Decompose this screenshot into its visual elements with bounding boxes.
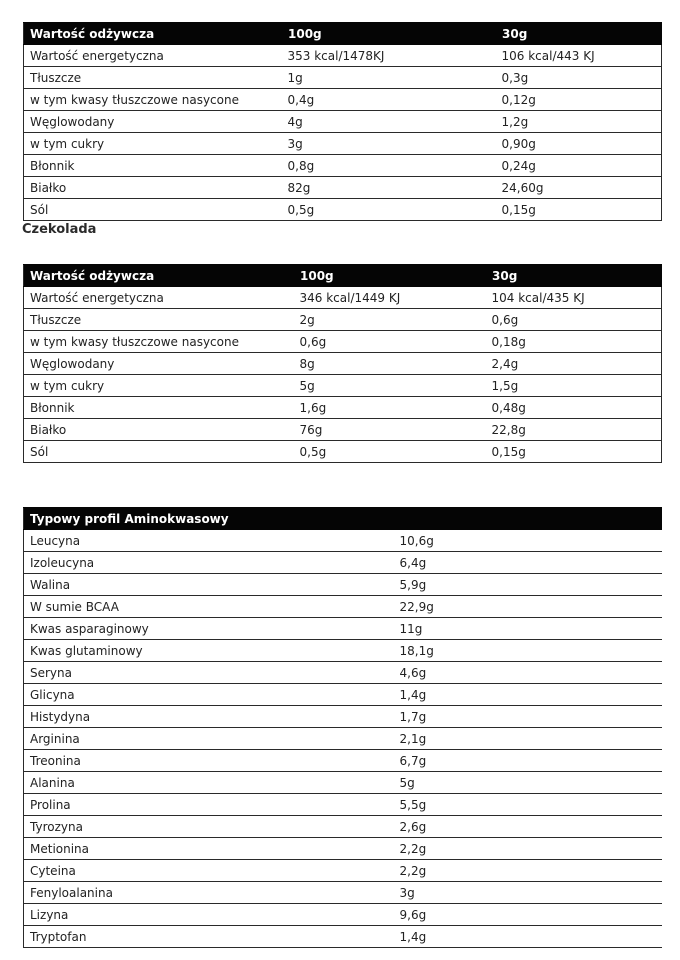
table-row xyxy=(24,155,662,177)
row-value: 3g xyxy=(394,882,662,904)
row-label: Izoleucyna xyxy=(24,552,394,574)
row-value: 6,7g xyxy=(394,750,662,772)
row-label: Węglowodany xyxy=(24,111,282,133)
row-value: 0,3g xyxy=(496,67,662,89)
table-row xyxy=(24,706,662,728)
row-label: Fenyloalanina xyxy=(24,882,394,904)
row-value: 0,12g xyxy=(496,89,662,111)
row-value: 2g xyxy=(294,309,486,331)
row-value: 0,8g xyxy=(282,155,496,177)
table-row xyxy=(24,596,662,618)
row-value: 0,6g xyxy=(486,309,662,331)
row-value: 353 kcal/1478KJ xyxy=(282,45,496,67)
table-row xyxy=(24,926,662,948)
table-row xyxy=(24,199,662,221)
row-value: 6,4g xyxy=(394,552,662,574)
row-label: Sól xyxy=(24,441,294,463)
row-label: Prolina xyxy=(24,794,394,816)
row-value: 11g xyxy=(394,618,662,640)
row-value: 4g xyxy=(282,111,496,133)
table-header-row xyxy=(24,265,662,287)
row-value: 0,18g xyxy=(486,331,662,353)
header-cell: 30g xyxy=(496,23,662,45)
row-value: 0,15g xyxy=(486,441,662,463)
table-row xyxy=(24,772,662,794)
table-row xyxy=(24,45,662,67)
table-row xyxy=(24,397,662,419)
row-label: Wartość energetyczna xyxy=(24,287,294,309)
row-value: 0,6g xyxy=(294,331,486,353)
row-label: Seryna xyxy=(24,662,394,684)
row-label: Metionina xyxy=(24,838,394,860)
row-label: w tym kwasy tłuszczowe nasycone xyxy=(24,331,294,353)
row-value: 0,4g xyxy=(282,89,496,111)
row-label: Węglowodany xyxy=(24,353,294,375)
row-value: 4,6g xyxy=(394,662,662,684)
header-cell: 30g xyxy=(486,265,662,287)
row-label: w tym cukry xyxy=(24,133,282,155)
row-value: 0,5g xyxy=(282,199,496,221)
header-cell: 100g xyxy=(294,265,486,287)
table-row xyxy=(24,89,662,111)
row-value: 1,4g xyxy=(394,684,662,706)
table-row xyxy=(24,750,662,772)
row-value: 3g xyxy=(282,133,496,155)
row-value: 1g xyxy=(282,67,496,89)
table-row xyxy=(24,309,662,331)
row-value: 10,6g xyxy=(394,530,662,552)
header-cell: Typowy profil Aminokwasowy xyxy=(24,508,662,530)
table-row xyxy=(24,640,662,662)
row-label: W sumie BCAA xyxy=(24,596,394,618)
amino-acid-table xyxy=(23,507,662,948)
row-label: Kwas asparaginowy xyxy=(24,618,394,640)
table-row xyxy=(24,882,662,904)
row-value: 1,6g xyxy=(294,397,486,419)
header-cell: Wartość odżywcza xyxy=(24,265,294,287)
row-value: 0,5g xyxy=(294,441,486,463)
row-label: w tym cukry xyxy=(24,375,294,397)
row-value: 2,1g xyxy=(394,728,662,750)
row-label: Wartość energetyczna xyxy=(24,45,282,67)
table-header-row xyxy=(24,23,662,45)
row-value: 82g xyxy=(282,177,496,199)
row-value: 346 kcal/1449 KJ xyxy=(294,287,486,309)
row-value: 0,24g xyxy=(496,155,662,177)
table-row xyxy=(24,728,662,750)
row-value: 106 kcal/443 KJ xyxy=(496,45,662,67)
row-value: 0,90g xyxy=(496,133,662,155)
table-row xyxy=(24,860,662,882)
row-value: 104 kcal/435 KJ xyxy=(486,287,662,309)
table-row xyxy=(24,177,662,199)
row-value: 22,8g xyxy=(486,419,662,441)
row-label: Arginina xyxy=(24,728,394,750)
table-row xyxy=(24,331,662,353)
table-row xyxy=(24,133,662,155)
row-value: 0,15g xyxy=(496,199,662,221)
row-label: Glicyna xyxy=(24,684,394,706)
table-row xyxy=(24,574,662,596)
row-label: Alanina xyxy=(24,772,394,794)
table-header-row xyxy=(24,508,662,530)
row-label: Tyrozyna xyxy=(24,816,394,838)
table-row xyxy=(24,838,662,860)
row-value: 22,9g xyxy=(394,596,662,618)
row-value: 9,6g xyxy=(394,904,662,926)
row-label: Tłuszcze xyxy=(24,67,282,89)
row-label: Kwas glutaminowy xyxy=(24,640,394,662)
table-row xyxy=(24,67,662,89)
header-cell: Wartość odżywcza xyxy=(24,23,282,45)
row-value: 1,4g xyxy=(394,926,662,948)
table-row xyxy=(24,618,662,640)
table-row xyxy=(24,419,662,441)
table-row xyxy=(24,904,662,926)
row-value: 1,7g xyxy=(394,706,662,728)
row-value: 2,2g xyxy=(394,838,662,860)
row-label: Sól xyxy=(24,199,282,221)
table-row xyxy=(24,684,662,706)
section-title-chocolate: Czekolada xyxy=(22,222,97,237)
table-row xyxy=(24,816,662,838)
table-row xyxy=(24,353,662,375)
row-label: Treonina xyxy=(24,750,394,772)
row-value: 2,2g xyxy=(394,860,662,882)
row-label: Walina xyxy=(24,574,394,596)
row-value: 5g xyxy=(294,375,486,397)
row-label: Lizyna xyxy=(24,904,394,926)
row-value: 0,48g xyxy=(486,397,662,419)
table-row xyxy=(24,662,662,684)
row-value: 18,1g xyxy=(394,640,662,662)
row-value: 5g xyxy=(394,772,662,794)
row-label: Białko xyxy=(24,177,282,199)
row-value: 5,5g xyxy=(394,794,662,816)
row-value: 5,9g xyxy=(394,574,662,596)
row-value: 2,4g xyxy=(486,353,662,375)
row-value: 1,5g xyxy=(486,375,662,397)
row-label: Białko xyxy=(24,419,294,441)
nutrition-table-chocolate xyxy=(23,264,662,463)
row-value: 1,2g xyxy=(496,111,662,133)
row-label: w tym kwasy tłuszczowe nasycone xyxy=(24,89,282,111)
table-row xyxy=(24,441,662,463)
row-value: 2,6g xyxy=(394,816,662,838)
row-label: Tłuszcze xyxy=(24,309,294,331)
row-value: 24,60g xyxy=(496,177,662,199)
table-row xyxy=(24,287,662,309)
row-label: Cyteina xyxy=(24,860,394,882)
row-label: Leucyna xyxy=(24,530,394,552)
table-row xyxy=(24,552,662,574)
row-value: 8g xyxy=(294,353,486,375)
header-cell: 100g xyxy=(282,23,496,45)
table-row xyxy=(24,375,662,397)
row-label: Błonnik xyxy=(24,155,282,177)
row-label: Tryptofan xyxy=(24,926,394,948)
table-row xyxy=(24,530,662,552)
nutrition-table-original xyxy=(23,22,662,221)
row-label: Błonnik xyxy=(24,397,294,419)
row-value: 76g xyxy=(294,419,486,441)
row-label: Histydyna xyxy=(24,706,394,728)
table-row xyxy=(24,794,662,816)
table-row xyxy=(24,111,662,133)
